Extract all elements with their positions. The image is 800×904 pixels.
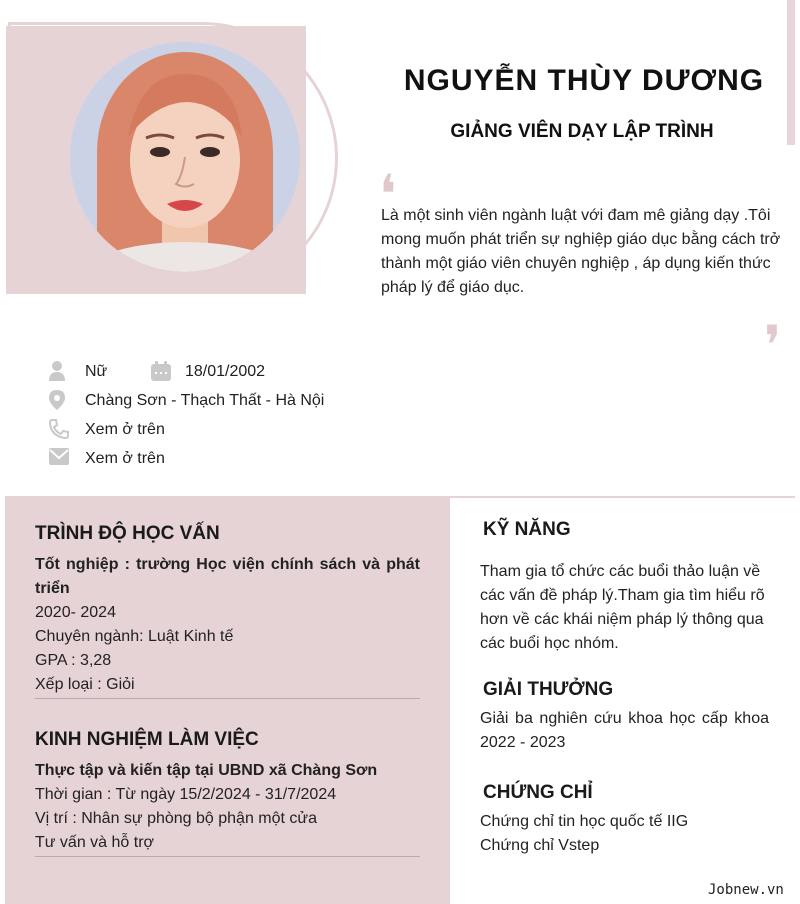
- certificate-item: Chứng chỉ tin học quốc tế IIG: [480, 813, 689, 830]
- skills-heading: KỸ NĂNG: [483, 519, 571, 540]
- experience-divider: [35, 856, 420, 857]
- phone-value: Xem ở trên: [85, 421, 165, 438]
- profile-photo: [70, 42, 300, 272]
- skills-text: Tham gia tổ chức các buổi thảo luận về các vấn đề pháp lý.Tham gia tìm hiểu rõ hơn về các khái niệm pháp lý thông qua các buổi học nhóm.: [480, 563, 765, 652]
- calendar-icon: [150, 360, 172, 382]
- about-text: Là một sinh viên ngành luật với đam mê giảng dạy .Tôi mong muốn phát triển sự nghiệp giáo dục bằng cách trở thành một giáo viên chuyên nghiệp , áp dụng kiến thức pháp lý để giáo dục.: [381, 207, 781, 296]
- quote-open-icon: ❛: [379, 163, 397, 226]
- experience-period: Thời gian : Từ ngày 15/2/2024 - 31/7/2024: [35, 786, 337, 803]
- education-major: Chuyên ngành: Luật Kinh tế: [35, 628, 234, 645]
- dob-value: 18/01/2002: [185, 363, 266, 380]
- quote-close-icon: ❛: [764, 290, 782, 353]
- education-divider: [35, 698, 420, 699]
- experience-role: Thực tập và kiến tập tại UBND xã Chàng Sơn: [35, 762, 378, 779]
- email-value: Xem ở trên: [85, 450, 165, 467]
- profile-title: GIẢNG VIÊN DẠY LẬP TRÌNH: [450, 121, 714, 142]
- certificate-item: Chứng chỉ Vstep: [480, 837, 600, 854]
- education-heading: TRÌNH ĐỘ HỌC VẤN: [35, 523, 220, 544]
- location-pin-icon: [48, 389, 70, 411]
- footer-brand: Jobnew.vn: [708, 882, 784, 898]
- experience-task: Tư vấn và hỗ trợ: [35, 834, 155, 851]
- mail-icon: [48, 447, 70, 469]
- experience-heading: KINH NGHIỆM LÀM VIỆC: [35, 729, 259, 750]
- gender-value: Nữ: [85, 363, 108, 380]
- education-gpa: GPA : 3,28: [35, 652, 112, 669]
- profile-name: NGUYỄN THÙY DƯƠNG: [403, 64, 765, 97]
- phone-icon: [48, 418, 70, 440]
- awards-text: Giải ba nghiên cứu khoa học cấp khoa 2022 - 2023: [480, 710, 769, 751]
- education-years: 2020- 2024: [35, 604, 116, 621]
- education-rank: Xếp loại : Giỏi: [35, 676, 135, 693]
- awards-heading: GIẢI THƯỞNG: [483, 679, 614, 700]
- certificates-heading: CHỨNG CHỈ: [483, 782, 593, 803]
- address-value: Chàng Sơn - Thạch Thất - Hà Nội: [85, 392, 325, 409]
- user-icon: [48, 360, 70, 382]
- experience-position: Vị trí : Nhân sự phòng bộ phận một cửa: [35, 810, 318, 827]
- header-right-strip: [787, 0, 795, 145]
- education-school: Tốt nghiệp : trường Học viện chính sách và phát triển: [35, 556, 420, 597]
